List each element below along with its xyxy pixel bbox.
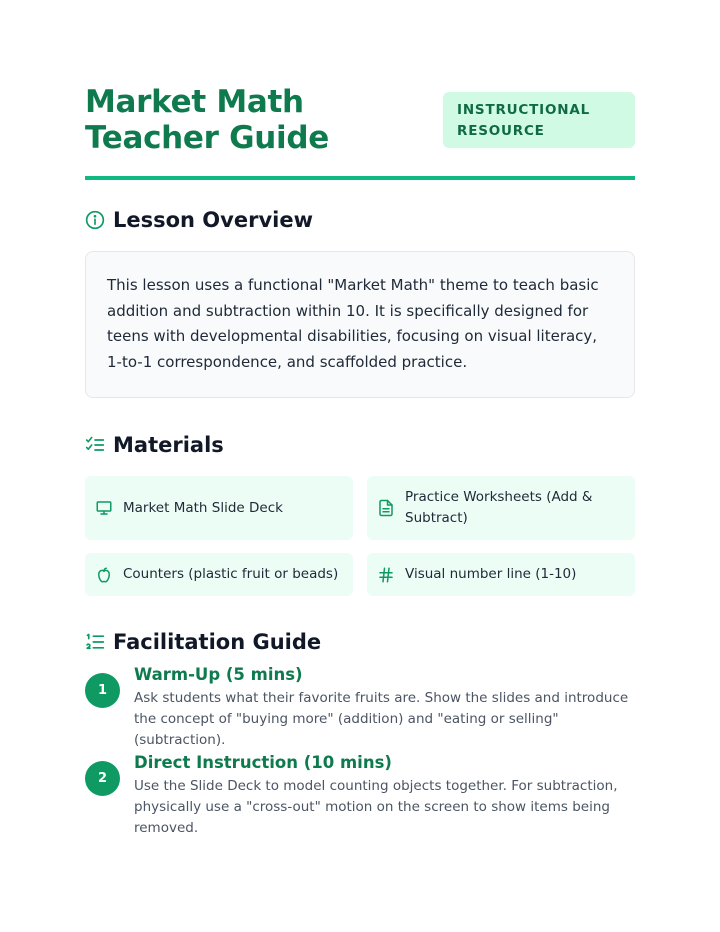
page-title: Market Math Teacher Guide [85,84,329,156]
material-item [85,476,353,540]
overview-box [85,251,635,398]
header [85,0,635,180]
step-number: 2 [85,761,120,796]
step-title: Warm-Up (5 mins) [134,665,303,684]
presentation-icon [95,499,113,517]
materials-heading [85,433,224,457]
material-item [367,476,635,540]
material-label: Counters (plastic fruit or beads) [123,566,339,582]
step-text: Use the Slide Deck to model counting objects together. For subtraction, physically use a "cross-out" motion on the screen to show items being removed. [134,778,618,836]
overview-heading-text: Lesson Overview [113,208,313,232]
material-label: Market Math Slide Deck [123,499,283,516]
info-icon [85,210,105,230]
numbered-list-icon [85,632,105,652]
overview-heading [85,208,313,232]
checklist-icon [85,435,105,455]
overview-text: This lesson uses a functional "Market Math" theme to teach basic addition and subtraction within 10. It is specifically designed for teens with developmental disabilities, focusing on visual literacy, 1-to-1 correspondence, and scaffolded practice. [107,276,599,371]
material-label: Practice Worksheets (Add & Subtract) [405,489,593,526]
header-divider [85,176,635,180]
resource-badge: INSTRUCTIONAL RESOURCE [443,92,635,148]
apple-icon [95,566,113,584]
hash-icon [377,566,395,584]
facilitation-heading [85,630,321,654]
facilitation-heading-text: Facilitation Guide [113,630,322,654]
material-item [85,553,353,596]
material-label: Visual number line (1-10) [405,566,577,582]
step-number: 1 [85,673,120,708]
materials-heading-text: Materials [113,433,224,457]
step-title: Direct Instruction (10 mins) [134,753,392,772]
document-icon [377,499,395,517]
step-text: Ask students what their favorite fruits are. Show the slides and introduce the concept of "buying more" (addition) and "eating or selling" (subtraction). [134,690,629,748]
material-item [367,553,635,596]
